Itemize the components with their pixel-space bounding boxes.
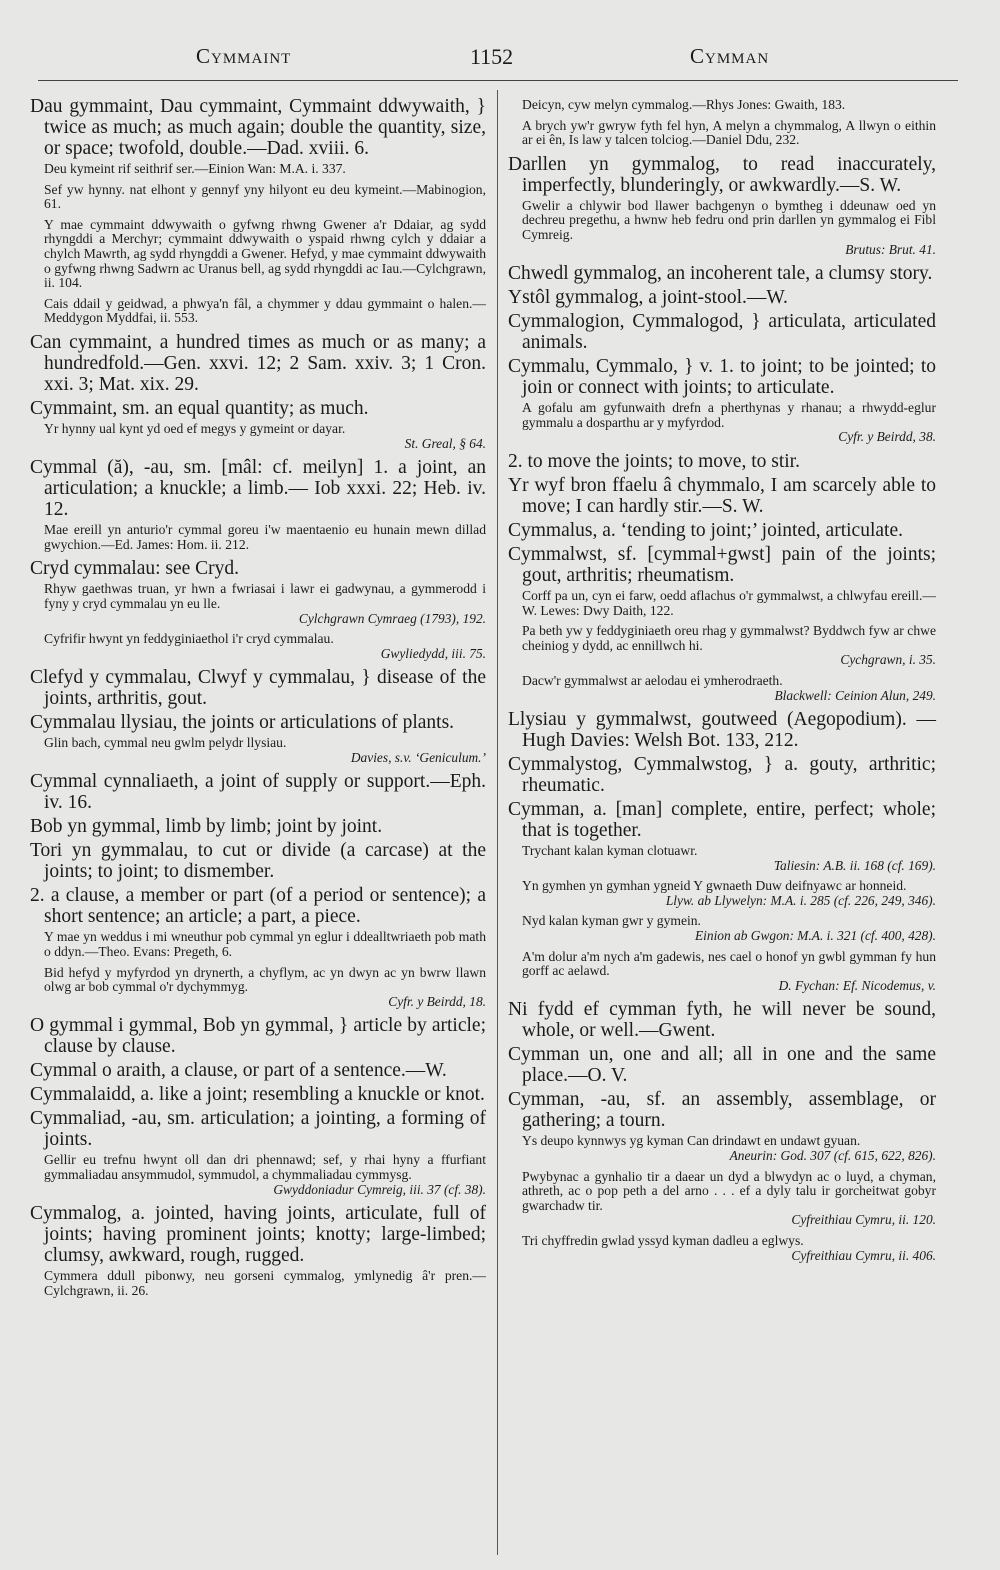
citation bbox=[44, 582, 486, 626]
dictionary-entry bbox=[30, 332, 486, 395]
citation bbox=[522, 1134, 936, 1163]
dictionary-entry bbox=[30, 96, 486, 159]
citation bbox=[44, 966, 486, 1010]
citation-source: Cychgrawn, i. 35. bbox=[840, 652, 936, 668]
entry-text: Cymman, -au, sf. an assembly, assemblage, or gathering; a tourn. bbox=[508, 1089, 936, 1132]
citation-text: Gellir eu trefnu hwynt oll dan dri phennawd; sef, y rhai hyny a ffurfiant gymmaliadau ansymmudol, symmudol, a chymmaliadau cymmysg. bbox=[44, 1152, 486, 1183]
entry-text: Chwedl gymmalog, an incoherent tale, a clumsy story. bbox=[508, 263, 933, 285]
dictionary-entry bbox=[508, 754, 936, 796]
dictionary-entry bbox=[508, 709, 936, 751]
entry-text: Llysiau y gymmalwst, goutweed (Aegopodium). —Hugh Davies: Welsh Bot. 133, 212. bbox=[508, 709, 936, 752]
header-right-word: Cymman bbox=[690, 44, 770, 68]
citation bbox=[522, 589, 936, 618]
citation bbox=[522, 844, 936, 873]
entry-text: Tori yn gymmalau, to cut or divide (a carcase) at the joints; to joint; to dismember. bbox=[30, 840, 486, 883]
citation-text: Cyfrifir hwynt yn feddyginiaethol i'r cryd cymmalau. bbox=[44, 631, 334, 647]
citation-text: A'm dolur a'm nych a'm gadewis, nes cael o honof yn gwbl gymman fy hun gorff ac aelawd. bbox=[522, 948, 936, 979]
citation-source: Brutus: Brut. 41. bbox=[845, 241, 936, 257]
dictionary-entry bbox=[508, 1089, 936, 1131]
entry-text: Bob yn gymmal, limb by limb; joint by joint. bbox=[30, 816, 383, 838]
citation-text: Nyd kalan kyman gwr y gymein. bbox=[522, 913, 701, 929]
entry-text: Cymman un, one and all; all in one and the same place.—O. V. bbox=[508, 1044, 936, 1087]
citation-text: Mae ereill yn anturio'r cymmal goreu i'w maentaenio eu hunain mewn dillad gwychion.—Ed. James: Hom. ii. 212. bbox=[44, 522, 486, 552]
entry-text: Cymman, a. [man] complete, entire, perfect; whole; that is together. bbox=[508, 799, 936, 842]
citation-source: Cylchgrawn Cymraeg (1793), 192. bbox=[298, 610, 486, 626]
dictionary-entry bbox=[30, 712, 486, 733]
citation bbox=[522, 1234, 936, 1263]
citation bbox=[522, 879, 936, 908]
citation bbox=[44, 218, 486, 291]
dictionary-entry bbox=[508, 263, 936, 284]
citation-source: D. Fychan: Ef. Nicodemus, v. bbox=[778, 977, 936, 993]
entry-text: Dau gymmaint, Dau cymmaint, Cymmaint ddwywaith, } twice as much; as much again; double the quantity, size, or space; twofold, double.—Dad. xviii. 6. bbox=[30, 96, 486, 159]
entry-text: Cymmaliad, -au, sm. articulation; a jointing, a forming of joints. bbox=[30, 1108, 486, 1151]
entry-text: Yr wyf bron ffaelu â chymmalo, I am scarcely able to move; I can hardly stir.—S. W. bbox=[508, 474, 936, 517]
dictionary-entry bbox=[30, 667, 486, 709]
citation-text: Glin bach, cymmal neu gwlm pelydr llysiau. bbox=[44, 735, 287, 751]
entry-text: Cymmal o araith, a clause, or part of a sentence.—W. bbox=[30, 1060, 447, 1082]
left-column bbox=[30, 96, 486, 1304]
dictionary-entry bbox=[508, 356, 936, 398]
citation bbox=[522, 119, 936, 148]
entry-text: Ni fydd ef cymman fyth, he will never be sound, whole, or well.—Gwent. bbox=[508, 999, 936, 1042]
citation-text: Cais ddail y geidwad, a phwya'n fâl, a chymmer y ddau gymmaint o halen.—Meddygon Myddfai, ii. 553. bbox=[44, 295, 486, 326]
citation-text: Bid hefyd y myfyrdod yn drynerth, a chyflym, ac yn dwyn ac yn bwrw llawn olwg ar bob cymmal o'r dychymmyg. bbox=[44, 964, 486, 995]
citation-text: A brych yw'r gwryw fyth fel hyn, A melyn a chymmalog, A llwyn o eithin ar ei ên, Is law y talcen tolciog.—Daniel Ddu, 232. bbox=[522, 117, 936, 148]
citation-text: Cymmera ddull pibonwy, neu gorseni cymmalog, ymlynedig â'r pren.—Cylchgrawn, ii. 26. bbox=[44, 1268, 486, 1298]
citation-text: Gwelir a chlywir bod llawer bachgenyn o bymtheg i ddeunaw oed yn dechreu pregethu, a hwnw heb fedru ond prin darllen yn gymmalog ei Fibl Cymreig. bbox=[522, 197, 936, 242]
entry-text: Ystôl gymmalog, a joint-stool.—W. bbox=[508, 287, 788, 309]
citation-source: Cyfr. y Beirdd, 38. bbox=[838, 429, 936, 445]
citation bbox=[522, 624, 936, 668]
dictionary-entry bbox=[508, 799, 936, 841]
citation-text: Yn gymhen yn gymhan ygneid Y gwnaeth Duw deifnyawc ar honneid. bbox=[522, 878, 907, 894]
citation-text: Y mae yn weddus i mi wneuthur pob cymmal yn eglur i ddealltwriaeth pob math o ddyn.—Theo. Evans: Pregeth, 6. bbox=[44, 929, 486, 960]
dictionary-entry bbox=[30, 885, 486, 927]
page-number: 1152 bbox=[470, 44, 514, 69]
entry-text: Cryd cymmalau: see Cryd. bbox=[30, 558, 240, 580]
citation bbox=[44, 183, 486, 212]
citation bbox=[522, 914, 936, 943]
citation-source: Llyw. ab Llywelyn: M.A. i. 285 (cf. 226, 249, 346). bbox=[665, 892, 936, 908]
citation bbox=[44, 523, 486, 552]
citation-text: Deicyn, cyw melyn cymmalog.—Rhys Jones: Gwaith, 183. bbox=[522, 97, 846, 112]
dictionary-entry bbox=[30, 1084, 486, 1105]
dictionary-entry bbox=[30, 558, 486, 579]
dictionary-entry bbox=[508, 520, 936, 541]
entry-text: Cymmalwst, sf. [cymmal+gwst] pain of the joints; gout, arthritis; rheumatism. bbox=[508, 543, 936, 586]
citation bbox=[522, 1170, 936, 1228]
citation-source: Einion ab Gwgon: M.A. i. 321 (cf. 400, 428). bbox=[694, 928, 936, 944]
dictionary-entry bbox=[508, 311, 936, 353]
dictionary-entry bbox=[508, 154, 936, 196]
citation-text: Y mae cymmaint ddwywaith o gyfwng rhwng Gwener a'r Ddaiar, ag sydd rhyngddi a Merchyr; cymmaint ddwywaith o yspaid rhwng cylch y ddaiar a chylch Mawrth, ag sydd rhyngddi a Gwener. Hefyd, y mae cymmaint ddwywaith o gyfwng rhwng Sadwrn ac Uranus bell, ag sydd rhyngddi ac Iau.—Cylchgrawn, ii. 104. bbox=[44, 216, 486, 291]
citation-source: Cyfreithiau Cymru, ii. 406. bbox=[791, 1247, 936, 1263]
entry-text: Cymmalus, a. ‘tending to joint;’ jointed, articulate. bbox=[508, 519, 903, 541]
citation-text: Trychant kalan kyman clotuawr. bbox=[522, 843, 698, 859]
dictionary-entry bbox=[508, 999, 936, 1041]
citation-source: Taliesin: A.B. ii. 168 (cf. 169). bbox=[773, 857, 936, 873]
citation-text: Ys deupo kynnwys yg kyman Can drindawt en undawt gyuan. bbox=[522, 1133, 861, 1149]
citation-text: Corff pa un, cyn ei farw, oedd aflachus o'r gymmalwst, a chlwyfau ereill.—W. Lewes: Dwy Daith, 122. bbox=[522, 587, 936, 618]
entry-text: Cymmalog, a. jointed, having joints, articulate, full of joints; having prominent joints; knotty; large-limbed; clumsy, awkward, rough, rugged. bbox=[30, 1203, 486, 1267]
citation-text: A gofalu am gyfunwaith drefn a pherthynas y rhanau; a rhwydd-eglur gymmalu a dosparthu ar y myfyrdod. bbox=[522, 400, 936, 430]
citation-text: Sef yw hynny. nat elhont y gennyf yny hilyont eu deu kymeint.—Mabinogion, 61. bbox=[44, 181, 486, 212]
citation bbox=[44, 736, 486, 765]
citation bbox=[44, 297, 486, 326]
dictionary-entry bbox=[30, 1060, 486, 1081]
citation-source: St. Greal, § 64. bbox=[404, 435, 486, 451]
entry-text: Can cymmaint, a hundred times as much or as many; a hundredfold.—Gen. xxvi. 12; 2 Sam. xxiv. 3; 1 Cron. xxi. 3; Mat. xix. 29. bbox=[30, 331, 486, 395]
dictionary-entry bbox=[508, 287, 936, 308]
citation bbox=[522, 674, 936, 703]
citation bbox=[522, 401, 936, 445]
citation bbox=[44, 162, 486, 177]
entry-text: Cymmalystog, Cymmalwstog, } a. gouty, arthritic; rheumatic. bbox=[508, 754, 936, 797]
citation-text: Rhyw gaethwas truan, yr hwn a fwriasai i lawr ei gadwynau, a gymmerodd i fyny y cryd cymmalau yn eu lle. bbox=[44, 581, 486, 611]
citation-text: Tri chyffredin gwlad yssyd kyman dadleu a eglwys. bbox=[522, 1233, 804, 1248]
dictionary-entry bbox=[30, 398, 486, 419]
dictionary-entry bbox=[30, 771, 486, 813]
citation bbox=[44, 1269, 486, 1298]
citation bbox=[44, 1153, 486, 1197]
citation-source: Davies, s.v. ‘Geniculum.’ bbox=[350, 749, 486, 765]
citation-source: Cyfreithiau Cymru, ii. 120. bbox=[791, 1212, 936, 1228]
entry-text: Cymmalu, Cymmalo, } v. 1. to joint; to be jointed; to join or connect with joints; to articulate. bbox=[508, 356, 936, 399]
dictionary-entry bbox=[508, 475, 936, 517]
citation bbox=[522, 950, 936, 994]
dictionary-entry bbox=[30, 816, 486, 837]
entry-text: Cymmal cynnaliaeth, a joint of supply or support.—Eph. iv. 16. bbox=[30, 771, 486, 814]
citation-source: Cyfr. y Beirdd, 18. bbox=[388, 993, 486, 1009]
dictionary-entry bbox=[30, 457, 486, 520]
citation-source: Gwyddoniadur Cymreig, iii. 37 (cf. 38). bbox=[273, 1181, 486, 1197]
header-left-word: Cymmaint bbox=[196, 44, 292, 68]
entry-text: Cymmalogion, Cymmalogod, } articulata, articulated animals. bbox=[508, 311, 936, 354]
dictionary-entry bbox=[508, 544, 936, 586]
page-header bbox=[0, 40, 1000, 80]
dictionary-entry bbox=[30, 1203, 486, 1266]
entry-text: O gymmal i gymmal, Bob yn gymmal, } article by article; clause by clause. bbox=[30, 1015, 486, 1058]
citation-text: Dacw'r gymmalwst ar aelodau ei ymherodraeth. bbox=[522, 672, 783, 688]
dictionary-entry bbox=[508, 1044, 936, 1086]
entry-text: Clefyd y cymmalau, Clwyf y cymmalau, } disease of the joints, arthritis, gout. bbox=[30, 667, 486, 710]
citation bbox=[44, 930, 486, 959]
right-column bbox=[508, 96, 936, 1269]
dictionary-entry bbox=[30, 1015, 486, 1057]
column-divider bbox=[497, 90, 498, 1555]
citation-text: Yr hynny ual kynt yd oed ef megys y gymeint or dayar. bbox=[44, 420, 346, 436]
header-rule bbox=[38, 80, 958, 81]
citation-text: Pwybynac a gynhalio tir a daear un dyd a blwydyn ac o luyd, a chyman, athreth, ac o pop peth a del arno . . . ef a dyly talu ir gorcheitwat gobyr gwarchadw tir. bbox=[522, 1168, 936, 1213]
entry-text: Cymmalaidd, a. like a joint; resembling a knuckle or knot. bbox=[30, 1084, 485, 1106]
citation-source: Aneurin: God. 307 (cf. 615, 622, 826). bbox=[729, 1148, 936, 1164]
entry-text: 2. a clause, a member or part (of a period or sentence); a short sentence; an article; a part, a piece. bbox=[30, 885, 486, 928]
dictionary-entry bbox=[508, 451, 936, 472]
citation bbox=[44, 632, 486, 661]
citation-text: Deu kymeint rif seithrif ser.—Einion Wan: M.A. i. 337. bbox=[44, 161, 346, 176]
entry-text: Darllen yn gymmalog, to read inaccurately, imperfectly, blunderingly, or awkwardly.—S. W. bbox=[508, 153, 936, 196]
citation bbox=[44, 422, 486, 451]
citation bbox=[522, 98, 936, 113]
entry-text: Cymmal (ă), -au, sm. [mâl: cf. meilyn] 1. a joint, an articulation; a knuckle; a limb.— Iob xxxi. 22; Heb. iv. 12. bbox=[30, 457, 486, 521]
citation-text: Pa beth yw y feddyginiaeth oreu rhag y gymmalwst? Byddwch fyw ar chwe cheiniog y dydd, ac ennillwch hi. bbox=[522, 623, 936, 653]
citation-source: Blackwell: Ceinion Alun, 249. bbox=[774, 687, 936, 703]
entry-text: Cymmaint, sm. an equal quantity; as much. bbox=[30, 397, 369, 419]
entry-text: Cymmalau llysiau, the joints or articulations of plants. bbox=[30, 712, 455, 734]
dictionary-entry bbox=[30, 840, 486, 882]
entry-text: 2. to move the joints; to move, to stir. bbox=[508, 450, 800, 472]
citation-source: Gwyliedydd, iii. 75. bbox=[380, 645, 486, 661]
dictionary-entry bbox=[30, 1108, 486, 1150]
citation bbox=[522, 199, 936, 257]
